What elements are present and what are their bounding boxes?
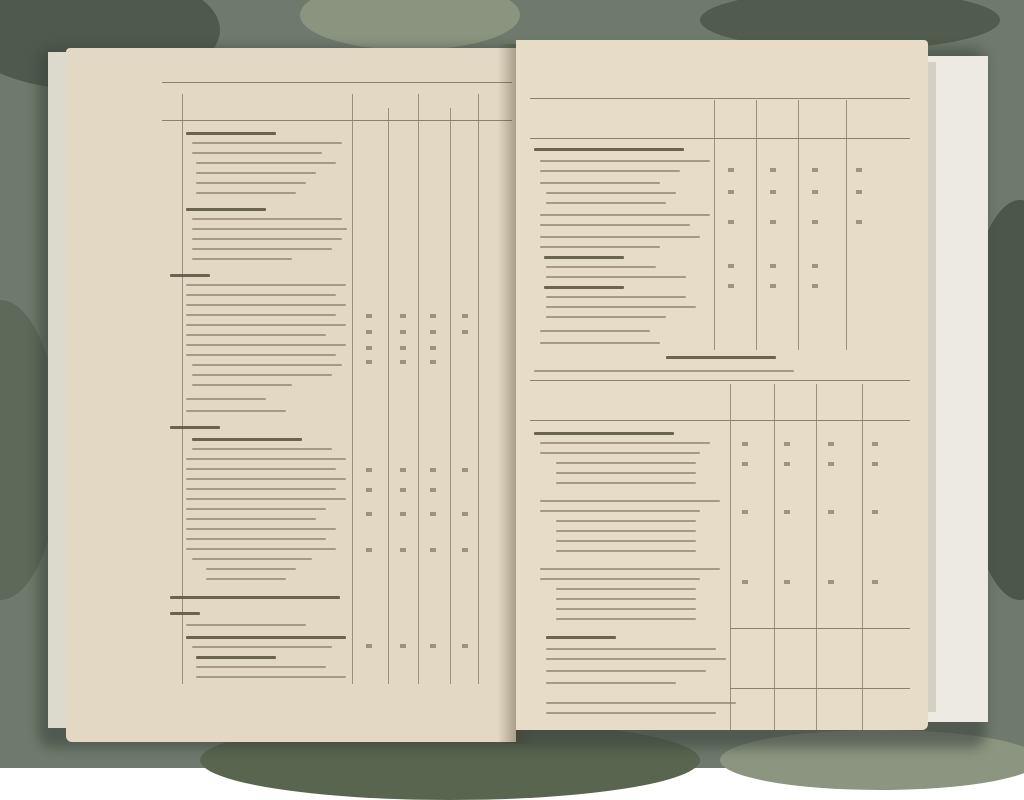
value-cell (770, 264, 776, 268)
value-cell (366, 314, 372, 318)
text-line (540, 568, 720, 570)
column-divider (862, 384, 863, 730)
value-cell (770, 190, 776, 194)
value-cell (784, 462, 790, 466)
value-cell (728, 220, 734, 224)
text-line (540, 246, 660, 248)
value-cell (872, 462, 878, 466)
text-line (556, 550, 696, 552)
text-line (546, 296, 686, 298)
value-cell (812, 264, 818, 268)
value-cell (828, 580, 834, 584)
value-cell (462, 512, 468, 516)
text-line (540, 236, 700, 238)
text-line (556, 598, 696, 600)
value-cell (770, 284, 776, 288)
text-line (192, 364, 342, 366)
section-heading-line (170, 596, 340, 599)
value-cell (728, 168, 734, 172)
text-line (186, 314, 336, 316)
text-line (556, 482, 696, 484)
value-cell (770, 168, 776, 172)
text-line (546, 202, 666, 204)
text-line (556, 472, 696, 474)
text-line (540, 500, 720, 502)
text-line (192, 646, 332, 648)
value-cell (400, 488, 406, 492)
text-line (192, 558, 312, 560)
text-line (186, 354, 336, 356)
value-cell (856, 220, 862, 224)
value-cell (430, 512, 436, 516)
text-line (540, 224, 690, 226)
value-cell (400, 314, 406, 318)
text-line (186, 488, 336, 490)
value-cell (462, 314, 468, 318)
value-cell (742, 442, 748, 446)
text-line (546, 670, 706, 672)
text-line (196, 172, 316, 174)
text-line (186, 284, 346, 286)
text-line (196, 656, 276, 659)
section-rule (530, 380, 910, 381)
value-cell (400, 330, 406, 334)
text-line (186, 294, 336, 296)
text-line (186, 498, 346, 500)
section-heading-line (170, 426, 220, 429)
value-cell (828, 510, 834, 514)
value-cell (462, 468, 468, 472)
text-line (206, 578, 286, 580)
text-line (192, 384, 292, 386)
text-line (196, 162, 336, 164)
text-line (546, 648, 716, 650)
text-line (186, 478, 346, 480)
text-line (186, 334, 326, 336)
text-line (192, 374, 332, 376)
column-divider (774, 384, 775, 730)
value-cell (430, 330, 436, 334)
value-cell (400, 346, 406, 350)
text-line (186, 304, 346, 306)
value-cell (366, 512, 372, 516)
text-line (186, 410, 286, 412)
text-line (546, 658, 726, 660)
value-cell (872, 580, 878, 584)
text-line (186, 398, 266, 400)
text-line (192, 142, 342, 144)
text-line (556, 618, 696, 620)
text-line (196, 192, 296, 194)
text-line (540, 182, 660, 184)
column-divider (450, 108, 451, 684)
value-cell (400, 468, 406, 472)
text-line (540, 170, 680, 172)
text-line (206, 568, 296, 570)
text-line (540, 342, 660, 344)
text-line (196, 182, 306, 184)
text-line (186, 636, 346, 639)
text-line (556, 530, 696, 532)
text-line (192, 448, 332, 450)
camo-patch (300, 0, 520, 50)
header-rule (162, 82, 512, 83)
text-line (540, 442, 710, 444)
text-line (186, 508, 326, 510)
text-line (186, 528, 336, 530)
text-line (196, 666, 326, 668)
value-cell (462, 644, 468, 648)
table-header-rule (530, 420, 910, 421)
text-line (186, 324, 346, 326)
text-line (546, 702, 736, 704)
value-cell (742, 580, 748, 584)
value-cell (828, 442, 834, 446)
value-cell (430, 488, 436, 492)
column-divider (388, 108, 389, 684)
value-cell (430, 644, 436, 648)
value-cell (366, 468, 372, 472)
value-cell (462, 548, 468, 552)
value-cell (366, 488, 372, 492)
column-divider (478, 94, 479, 684)
section-heading-line (546, 636, 616, 639)
text-line (546, 192, 676, 194)
text-line (186, 548, 336, 550)
value-cell (856, 190, 862, 194)
text-line (556, 588, 696, 590)
section-heading-line (666, 356, 776, 359)
section-heading-line (534, 432, 674, 435)
value-cell (742, 462, 748, 466)
value-cell (742, 510, 748, 514)
left-page (66, 48, 516, 742)
column-divider (730, 384, 731, 730)
header-rule (530, 98, 910, 99)
text-line (186, 468, 336, 470)
text-line (186, 624, 306, 626)
value-cell (366, 644, 372, 648)
text-line (540, 214, 710, 216)
section-heading-line (186, 132, 276, 135)
table-header-rule (530, 138, 910, 139)
text-line (540, 330, 650, 332)
text-line (546, 682, 676, 684)
value-cell (872, 442, 878, 446)
column-divider (816, 384, 817, 730)
text-line (534, 370, 794, 372)
text-line (186, 458, 346, 460)
value-cell (400, 644, 406, 648)
value-cell (784, 510, 790, 514)
section-heading-line (170, 274, 210, 277)
text-line (192, 238, 342, 240)
text-line (556, 520, 696, 522)
text-line (196, 676, 346, 678)
value-cell (784, 580, 790, 584)
value-cell (430, 346, 436, 350)
text-line (186, 518, 316, 520)
value-cell (430, 360, 436, 364)
text-line (192, 218, 342, 220)
text-line (192, 258, 292, 260)
text-line (546, 276, 686, 278)
value-cell (812, 284, 818, 288)
text-line (544, 286, 624, 289)
value-cell (400, 548, 406, 552)
column-divider (352, 94, 353, 684)
text-line (540, 160, 710, 162)
text-line (192, 228, 347, 230)
value-cell (856, 168, 862, 172)
value-cell (400, 360, 406, 364)
text-line (540, 452, 700, 454)
section-heading-line (186, 208, 266, 211)
value-cell (728, 190, 734, 194)
value-cell (366, 548, 372, 552)
text-line (186, 344, 346, 346)
value-cell (462, 330, 468, 334)
value-cell (728, 284, 734, 288)
text-line (546, 266, 656, 268)
text-line (192, 248, 332, 250)
text-line (540, 510, 700, 512)
value-cell (770, 220, 776, 224)
text-line (544, 256, 624, 259)
value-cell (812, 190, 818, 194)
sub-table-rule (730, 688, 910, 689)
text-line (192, 152, 322, 154)
text-line (556, 462, 696, 464)
value-cell (400, 512, 406, 516)
column-divider (418, 94, 419, 684)
value-cell (784, 442, 790, 446)
value-cell (366, 360, 372, 364)
value-cell (872, 510, 878, 514)
section-heading-line (534, 148, 684, 151)
value-cell (430, 548, 436, 552)
value-cell (366, 346, 372, 350)
value-cell (828, 462, 834, 466)
sub-table-rule (730, 628, 910, 629)
section-heading-line (170, 612, 200, 615)
text-line (540, 578, 700, 580)
text-line (556, 540, 696, 542)
value-cell (430, 314, 436, 318)
subsection-heading-line (192, 438, 302, 441)
right-page (516, 40, 928, 730)
text-line (546, 712, 716, 714)
text-line (546, 306, 696, 308)
text-line (186, 538, 326, 540)
value-cell (366, 330, 372, 334)
value-cell (728, 264, 734, 268)
text-line (556, 608, 696, 610)
text-line (546, 316, 666, 318)
value-cell (812, 220, 818, 224)
value-cell (812, 168, 818, 172)
table-header-rule (162, 120, 512, 121)
value-cell (430, 468, 436, 472)
